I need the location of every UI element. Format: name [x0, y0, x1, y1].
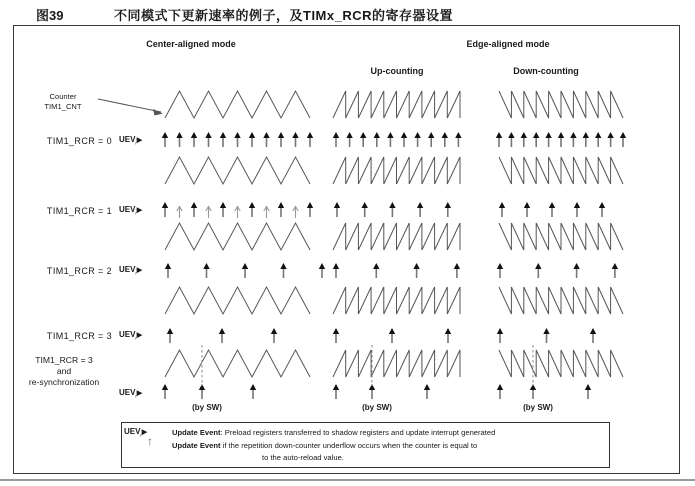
- counter-label-line2: TIM1_CNT: [44, 101, 82, 111]
- uev-arrows-center-row4: [162, 384, 256, 399]
- by-sw-label-center: (by SW): [192, 403, 222, 412]
- resync-line3: re-synchronization: [28, 376, 100, 387]
- uev-arrows-up-row3: [333, 328, 451, 343]
- uev-arrows-center-row1: [162, 202, 313, 218]
- uev-arrows-down-row1: [499, 202, 605, 217]
- uev-pointer-icon: ▶: [136, 207, 143, 214]
- figure-number: 图39: [36, 8, 64, 23]
- header-edge-aligned-mode: Edge-aligned mode: [466, 39, 550, 49]
- uev-pointer-icon: ▶: [136, 137, 143, 144]
- uev-label-row0: $UEV_ᵣ▶$: [119, 135, 143, 146]
- wave-center-row1: [165, 157, 310, 184]
- uev-sub-icon: ᵣ: [135, 210, 137, 216]
- uev-pointer-icon: ▶: [136, 267, 143, 274]
- wave-center-row3: [165, 287, 310, 314]
- figure-title: 不同模式下更新速率的例子，及TIMx_RCR的寄存器设置: [114, 8, 454, 23]
- uev-sub-icon: ᵣ: [135, 335, 137, 341]
- uev-label-resync: $UEV_ᵣ▶$: [119, 388, 143, 399]
- header-center-aligned-mode: Center-aligned mode: [146, 39, 236, 49]
- wave-center-row2: [165, 223, 310, 250]
- uev-pointer-icon: ▶: [136, 390, 143, 397]
- legend-box: [121, 422, 610, 468]
- uev-sub-icon: ᵣ: [135, 140, 137, 146]
- wave-center-row4: [165, 350, 310, 377]
- uev-arrows-down-row4: [497, 384, 591, 399]
- wave-down-row3: [499, 287, 623, 314]
- page-bottom-rule: [0, 479, 695, 481]
- uev-label-row2: $UEV_ᵣ▶$: [119, 265, 143, 276]
- uev-arrows-center-row3: [167, 328, 277, 343]
- uev-arrows-down-row2: [497, 263, 618, 278]
- resync-line1: TIM1_RCR = 3: [35, 355, 93, 365]
- uev-label-row3: $UEV_ᵣ▶$: [119, 330, 143, 341]
- wave-up-row2: [333, 223, 460, 250]
- uev-arrows-center-row0: [162, 132, 313, 147]
- wave-down-row0: [499, 91, 623, 118]
- uev-arrows-up-row4: [333, 384, 430, 399]
- wave-up-row4: [333, 350, 460, 377]
- uev-arrows-center-row2: [165, 263, 325, 278]
- resync-line2: and: [56, 365, 72, 376]
- counter-label-line1: Counter: [49, 92, 77, 101]
- counter-label: [30, 92, 96, 111]
- legend-line3: to the auto-reload value.: [262, 453, 344, 462]
- uev-arrows-up-row1: [334, 202, 451, 217]
- legend-uev-symbol: $UEV_ᵣ▶$: [124, 427, 148, 438]
- by-sw-label-down: (by SW): [523, 403, 553, 412]
- row-label-rcr0: TIM1_RCR = 0: [46, 136, 112, 146]
- uev-pointer-icon: ▶: [136, 332, 143, 339]
- uev-arrows-down-row0: [496, 132, 626, 147]
- uev-pointer-icon: ▶: [141, 429, 148, 436]
- by-sw-label-up: (by SW): [362, 403, 392, 412]
- wave-center-row0: [165, 91, 310, 118]
- counter-pointer-arrowhead: [153, 109, 163, 116]
- header-up-counting: Up-counting: [370, 66, 424, 76]
- legend-line2: Update Event if the repetition down-counter underflow occurs when the counter is equal to: [172, 441, 478, 450]
- header-down-counting: Down-counting: [513, 66, 579, 76]
- counter-pointer-line: [98, 99, 161, 112]
- row-label-rcr3: TIM1_RCR = 3: [46, 331, 112, 341]
- uev-arrows-down-row3: [497, 328, 596, 343]
- uev-sub-icon: ᵣ: [135, 270, 137, 276]
- uev-arrows-up-row0: [333, 132, 462, 147]
- thin-arrow-icon: ↑: [147, 434, 153, 448]
- legend-line1: Update Event: Preload registers transferred to shadow registers and update interrupt generated: [172, 428, 496, 437]
- wave-up-row1: [333, 157, 460, 184]
- wave-up-row0: [333, 91, 460, 118]
- wave-up-row3: [333, 287, 460, 314]
- wave-down-row4: [499, 350, 623, 377]
- uev-arrows-up-row2: [333, 263, 460, 278]
- uev-label-row1: $UEV_ᵣ▶$: [119, 205, 143, 216]
- wave-down-row1: [499, 157, 623, 184]
- row-label-rcr1: TIM1_RCR = 1: [46, 206, 112, 216]
- uev-sub-icon: ᵣ: [135, 393, 137, 399]
- wave-down-row2: [499, 223, 623, 250]
- row-label-rcr3-resync: [10, 355, 118, 387]
- row-label-rcr2: TIM1_RCR = 2: [46, 266, 112, 276]
- uev-sub-icon: ᵣ: [140, 432, 142, 438]
